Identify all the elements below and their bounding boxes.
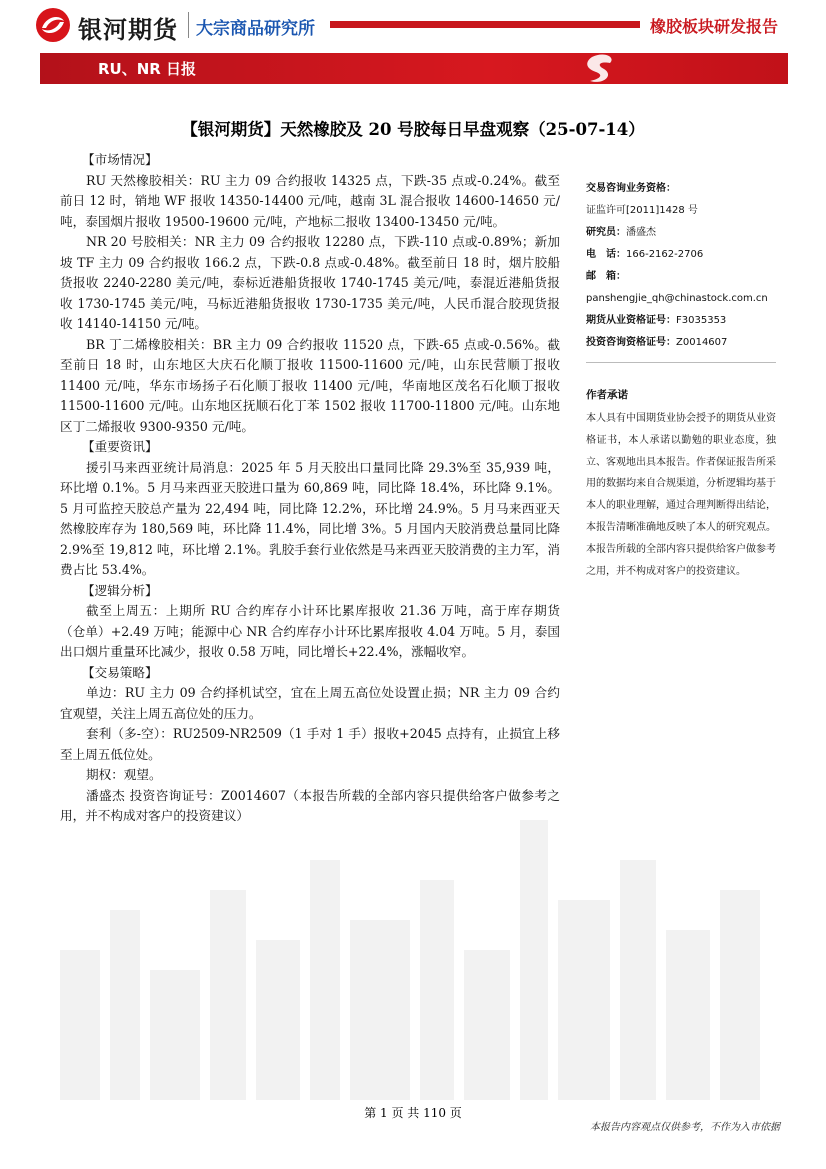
paragraph-single: 单边：RU 主力 09 合约择机试空，宜在上周五高位处设置止损；NR 主力 09 合约宜观望，关注上周五高位处的压力。 <box>60 685 560 721</box>
futures-cert-number: F3035353 <box>676 315 727 326</box>
paragraph-ru: RU 天然橡胶相关：RU 主力 09 合约报收 14325 点，下跌-35 点或-0.24%。截至前日 12 时，销地 WF 报收 14350-14400 元/吨，越南 3L 混合报收 14600-14650 元/吨，泰国烟片报收 19500-19600 元/吨，产地标二报收 13400-13450 元/吨。 <box>60 172 560 229</box>
paragraph-author: 潘盛杰 投资咨询证号：Z0014607（本报告所载的全部内容只提供给客户做参考之用，并不构成对客户的投资建议） <box>60 787 560 823</box>
pledge-heading: 作者承诺 <box>586 389 628 401</box>
report-type: 橡胶板块研发报告 <box>650 17 779 36</box>
main-content <box>60 150 560 827</box>
paragraph-br: BR 丁二烯橡胶相关：BR 主力 09 合约报收 11520 点，下跌-65 点或-0.56%。截至前日 18 时，山东地区大庆石化顺丁报收 11500-11600 元/吨，山东民营顺丁报收 11400 元/吨，华东市场扬子石化顺丁报收 11400 元/吨，华南地区茂名石化顺丁报收 11500-11600 元/吨。山东地区抚顺石化丁苯 1502 报收 11700-11800 元/吨。山东地区丁二烯报收 9300-9350 元/吨。 <box>60 336 560 434</box>
consult-cert-label: 投资咨询资格证号： <box>586 337 676 348</box>
document-title: 【银河期货】天然橡胶及 20 号胶每日早盘观察（25-07-14） <box>181 120 645 139</box>
page-number: 第 1 页 共 110 页 <box>364 1106 462 1120</box>
email-address[interactable]: panshengjie_qh@chinastock.com.cn <box>586 293 768 304</box>
header-rule <box>330 21 640 28</box>
email-label: 邮 箱： <box>586 271 626 282</box>
pledge-text: 本人具有中国期货业协会授予的期货从业资格证书，本人承诺以勤勉的职业态度，独立、客观地出具本报告。作者保证报告所采用的数据均来自合规渠道，分析逻辑均基于本人的职业理解，通过合理判断得出结论，本报告清晰准确地反映了本人的研究观点。本报告所载的全部内容只提供给客户做参考之用，并不构成对客户的投资建议。 <box>586 413 776 577</box>
section-heading-market: 【市场情况】 <box>82 152 158 167</box>
disclaimer-note: 本报告内容观点仅供参考，不作为入市依据 <box>590 1122 780 1133</box>
page-header <box>0 0 826 50</box>
futures-cert-label: 期货从业资格证号： <box>586 315 676 326</box>
consult-cert-number: Z0014607 <box>676 337 728 348</box>
analyst-sidebar <box>586 178 776 582</box>
skyline-watermark-icon <box>60 800 780 1100</box>
phone-label: 电 话： <box>586 249 626 260</box>
sidebar-divider <box>586 362 776 363</box>
section-heading-news: 【重要资讯】 <box>82 439 158 454</box>
paragraph-options: 期权：观望。 <box>86 767 162 782</box>
institute-name: 大宗商品研究所 <box>196 19 315 39</box>
paragraph-news: 援引马来西亚统计局消息：2025 年 5 月天胶出口量同比降 29.3%至 35,939 吨，环比增 0.1%。5 月马来西亚天胶进口量为 60,869 吨，同比降 18.4%，环比降 9.1%。5 月可监控天胶总产量为 22,494 吨，同比降 12.2%，环比增 24.9%。5 月马来西亚天然橡胶库存为 180,569 吨，环比降 11.4%，同比增 3%。5 月国内天胶消费总量同比降 2.9%至 19,812 吨，环比增 2.1%。乳胶手套行业依然是马来西亚天胶消费的主力军，消费占比 53.4%。 <box>60 459 560 577</box>
researcher-label: 研究员： <box>586 227 626 238</box>
section-heading-logic: 【逻辑分析】 <box>82 582 158 598</box>
qualification-label: 交易咨询业务资格： <box>586 183 676 194</box>
swoosh-icon <box>570 53 630 84</box>
banner-label: RU、NR 日报 <box>98 60 197 78</box>
header-divider <box>188 12 189 38</box>
researcher-name: 潘盛杰 <box>626 227 656 238</box>
paragraph-logic: 截至上周五：上期所 RU 合约库存小计环比累库报收 21.36 万吨，高于库存期货（仓单）+2.49 万吨；能源中心 NR 合约库存小计环比累库报收 4.04 万吨。5 月，泰国出口烟片重量环比减少，报收 0.58 万吨，同比增长+22.4%，涨幅收窄。 <box>60 603 560 659</box>
company-name: 银河期货 <box>78 16 178 44</box>
paragraph-nr: NR 20 号胶相关：NR 主力 09 合约报收 12280 点，下跌-110 点或-0.89%；新加坡 TF 主力 09 合约报收 166.2 点，下跌-0.8 点或-0.48%。截至前日 18 时，烟片胶船货报收 2240-2280 美元/吨，泰标近港船货报收 1740-1745 美元/吨，泰混近港船货报收 1730-1745 美元/吨，马标近港船货报收 1730-1735 美元/吨，人民币混合胶现货报收 14140-14150 元/吨。 <box>60 234 560 331</box>
paragraph-arbitrage: 套利（多-空）：RU2509-NR2509（1 手对 1 手）报收+2045 点持有，止损宜上移至上周五低位处。 <box>60 726 560 762</box>
company-logo-icon <box>36 8 70 42</box>
report-banner <box>40 53 788 84</box>
phone-number: 166-2162-2706 <box>626 249 704 260</box>
qualification-value: 证监许可[2011]1428 号 <box>586 205 698 216</box>
section-heading-strategy: 【交易策略】 <box>82 664 158 680</box>
